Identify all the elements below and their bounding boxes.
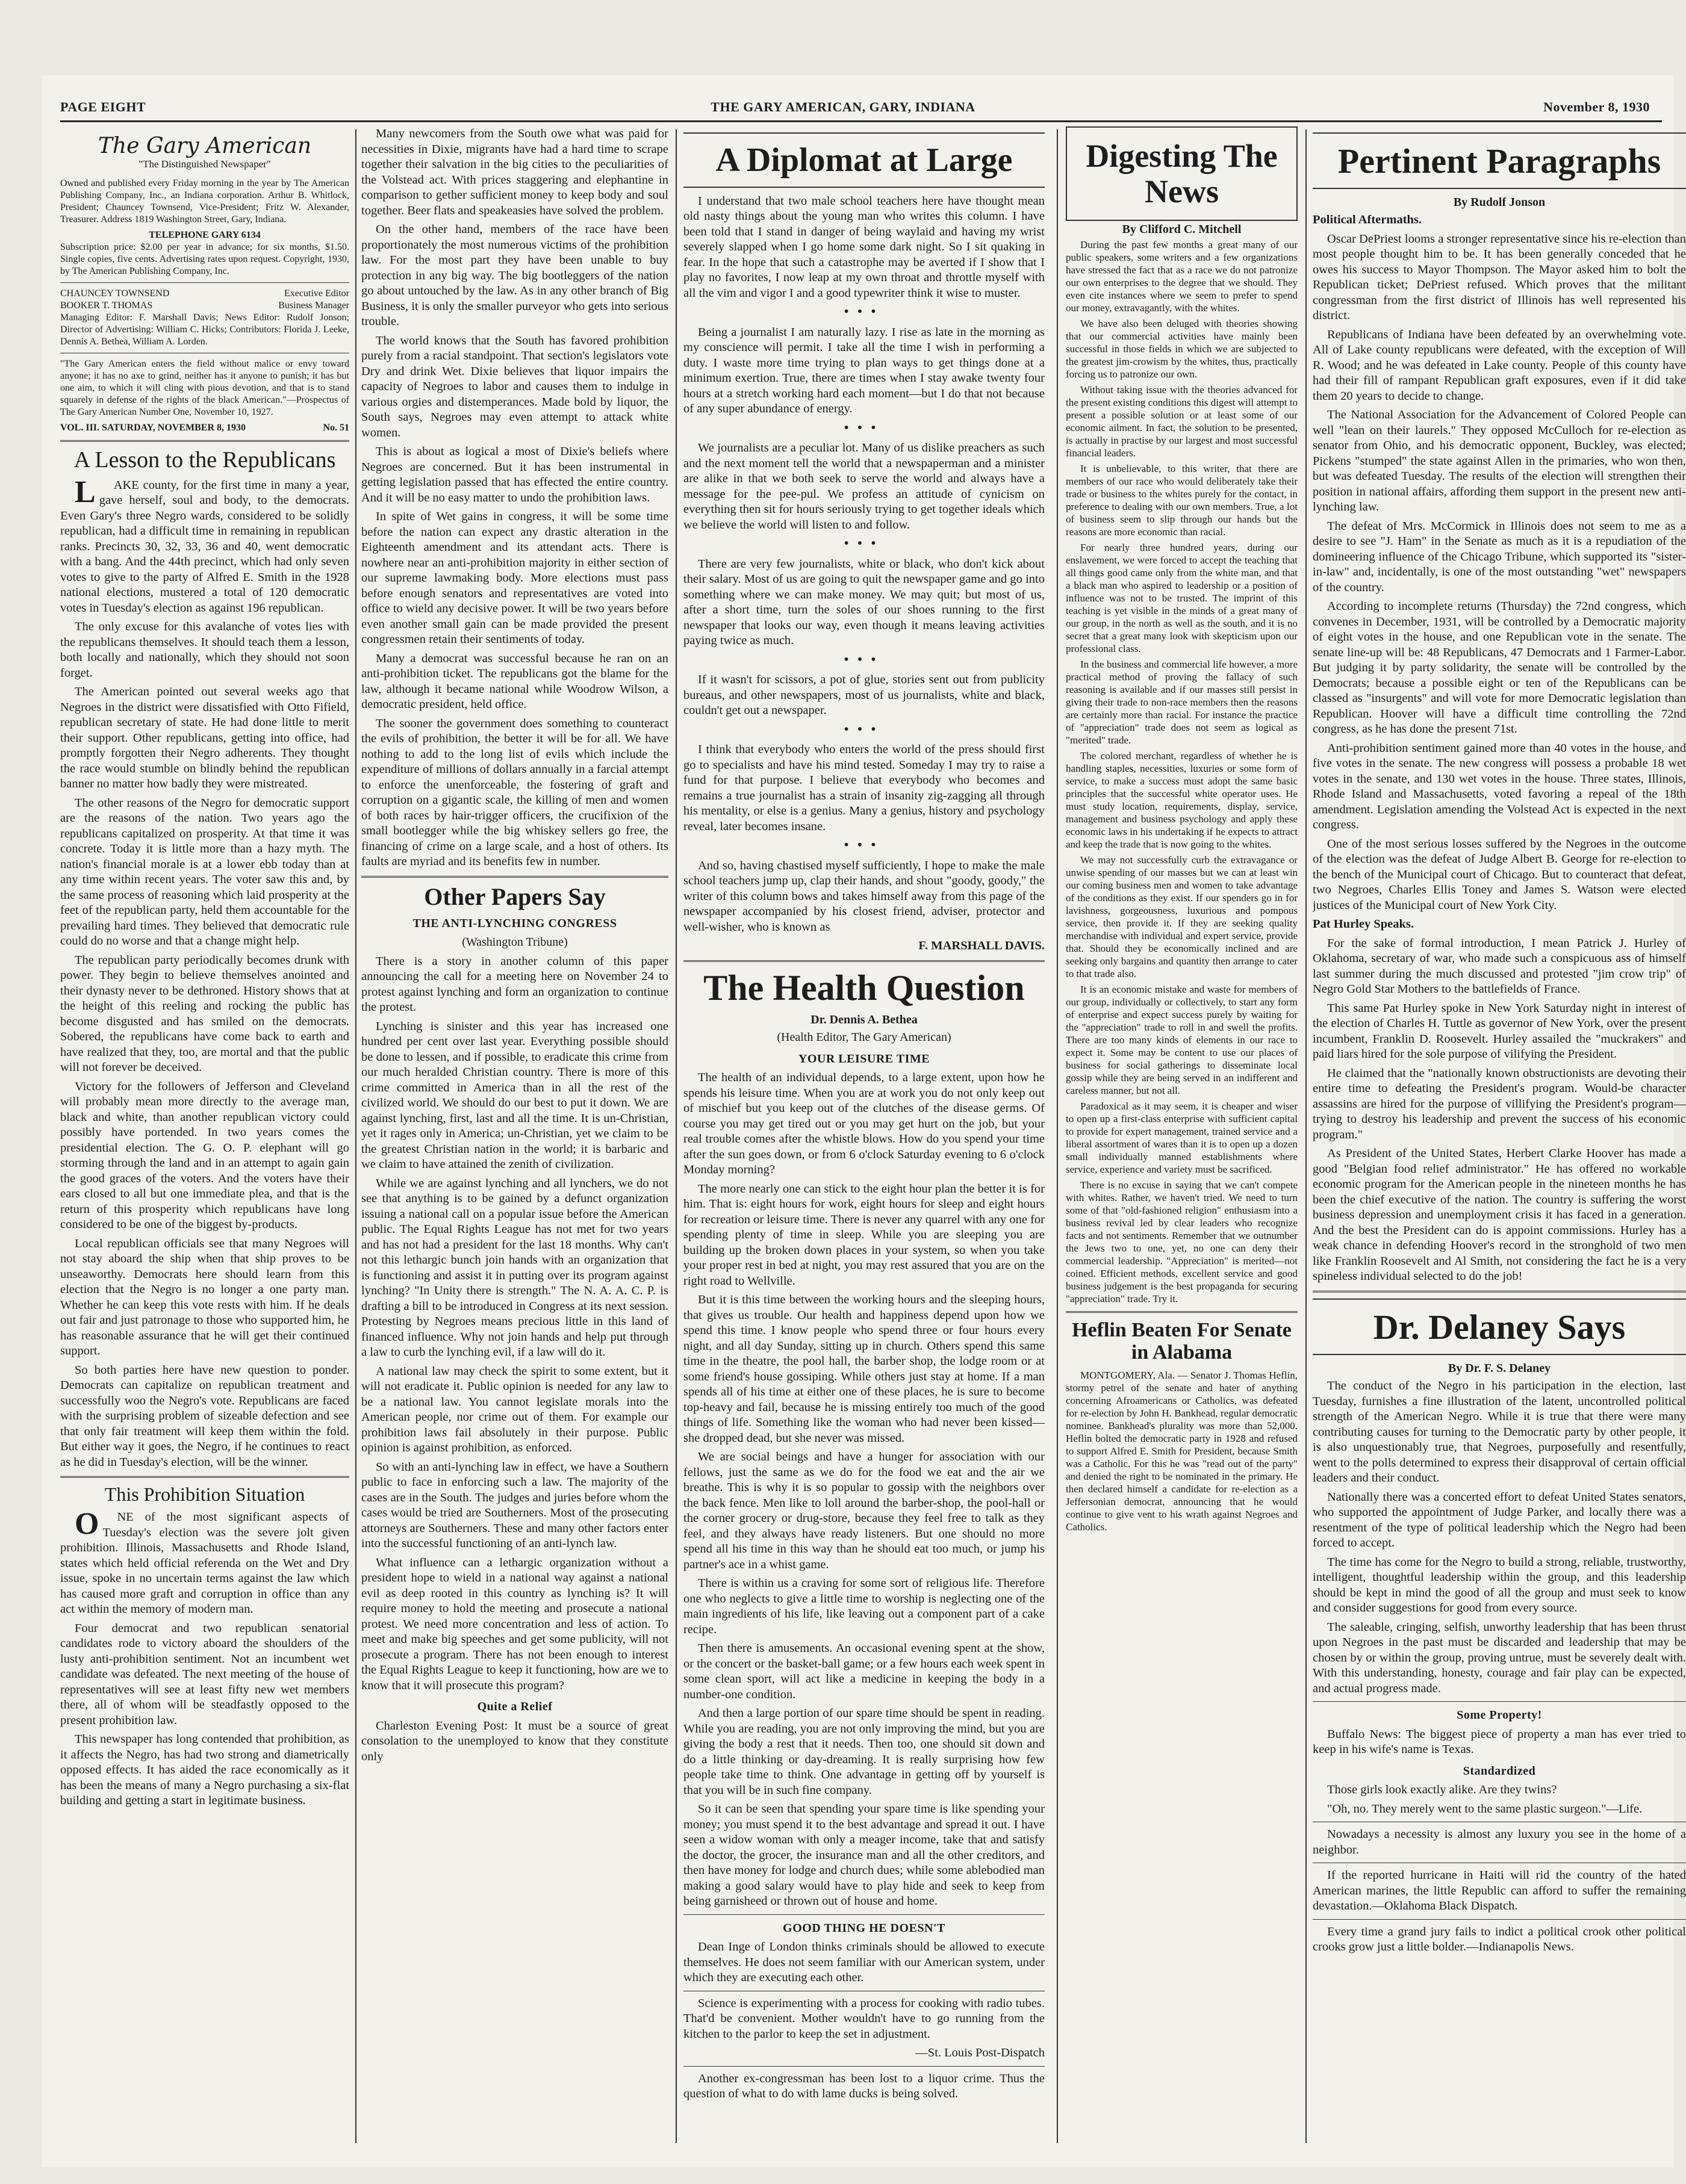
headline-digest: Digesting The News [1086,138,1278,210]
delaney-box [1313,1298,1686,1355]
header-rule [60,120,1662,122]
staff-row [60,300,349,312]
issue-number: No. 51 [323,423,349,433]
paragraph: A national law may check the spirit to some extent, but it will not eradicate it. Public opinion is needed for any law to be a national law. You cannot legislate morals into the American people, nor crime out of them. For example our prohibition laws fail absolutely in their purpose. Public opinion is against prohibition, as enforced. [361,1364,668,1454]
staff-role: Business Manager [278,300,349,311]
paragraph: In spite of Wet gains in congress, it will be some time before the nation can expect any drastic alteration in the Eighteenth amendment and its attendant acts. There is nowhere near an anti-prohibition majority in either section of our supreme lawmaking body. More elections must pass before enough senators and representatives are voted into office to wield any decisive power. It will be two years before even another small gain can be made provided the present congressmen retain their sentiments of today. [361,510,668,646]
paragraph: Many a democrat was successful because he ran on an anti-prohibition ticket. The republicans got the blame for the law, although it became national while Woodrow Wilson, a democratic president, held office. [361,651,668,711]
paragraph: Another ex-congressman has been lost to a liquor crime. Thus the question of what to do with lame ducks is being solved. [683,2071,1045,2101]
subscription-rates: Subscription price: $2.00 per year in advance; for six months, $1.50. Single copies, five cents. Advertising rates upon request. Copyright, 1930, by The American Publishing Company, Inc. [60,242,349,276]
paragraph: LAKE county, for the first time in many a year, gave herself, soul and body, to the democrats. Even Gary's three Negro wards, considered to be solidly republican, had a difficult time in remaining in republican ranks. Precincts 30, 32, 33, 36 and 40, went democratic with a bang. And the 44th precinct, which had only seven votes to give to the party of Alfred E. Smith in the 1928 national elections, mustered a total of 120 democratic votes in Tuesday's election as against 196 republican. [60,474,349,615]
paragraph: He claimed that the "nationally known obstructionists are devoting their entire time to defeating the President's program. Would-be character assassins are hired for the purpose of villifying the President's program—trying to destroy his leadership and prevent the success of his economic program." [1313,1066,1686,1141]
paragraph: The time has come for the Negro to build a strong, reliable, trustworthy, intelligent, thoughtful leadership within the group, and this leadership should be kept in mind the good of all the group and must seek to know and consider suggestions for good from every source. [1313,1555,1686,1615]
article-diplomat [683,194,1045,954]
separator-dots: ••• [844,837,885,854]
paragraph: We are social beings and have a hunger for association with our fellows, just the same as we do for the food we eat and the air we breathe. This is why it is so popular to gossip with the neighbors over the back fence. Men like to loll around the barber-shop, the pool-hall or the corner grocery or drug-store, because they feel free to talk as they feel, and they always have ready listeners. But one should no more spend all his time in this way than he should eat too much, or jump his partner's ace in a whist game. [683,1450,1045,1571]
divider [683,960,1045,962]
paragraph: According to incomplete returns (Thursday) the 72nd congress, which convenes in December, 1931, will be controlled by a Democratic majority of eight votes in the house, and one Republican vote in the senate. The senate line-up will be: 48 Republicans, 47 Democrats and 1 Farmer-Labor. But judging it by party solidarity, the senate will be controlled by the Democrats; because a possible eight or ten of the Republicans can be classed as "insurgents" and will vote for more Democratic legislation than Republican. Hoover will have a difficult time controlling the 72nd congress, as he has done the present 71st. [1313,600,1686,736]
byline: By Dr. F. S. Delaney [1448,1361,1551,1375]
subhead-leisure: YOUR LEISURE TIME [798,1052,930,1066]
paragraph: So with an anti-lynching law in effect, we have a Southern public to face in enforcing such a law. The majority of the cases are in the South. The judges and juries before whom the cases would be tried are Southerners. Most of the prosecuting attorneys are Southerners. These and many other factors enter into the successful functioning of an anti-lynch law. [361,1460,668,1550]
paragraph: ONE of the most significant aspects of Tuesday's election was the severe jolt given prohibition. Illinois, Massachusetts and Rhode Island, states which held official referenda on the Wet and Dry issue, spoke in no uncertain terms against the law which has caused more graft and corruption in office than any act within the memory of modern man. [60,1507,349,1616]
paragraph: Every time a grand jury fails to indict a political crook other political crooks grow just a little bolder.—Indianapolis News. [1313,1925,1686,1954]
paragraph: This same Pat Hurley spoke in New York Saturday night in interest of the election of Charles H. Tuttle as governor of New York, over the present incumbent, Franklin D. Roosevelt. Hurley assailed the "muckrakers" and paid liars hired for the sole purpose of vilifying the President. [1313,1001,1686,1061]
paragraph: In the business and commercial life however, a more practical method of proving the fallacy of such reasoning is available and if our masses still persist in giving their trade to non-race members then the reasons are certainly more than racial. For instance the practice of "appreciation" trade does not seem as logical as "merited" trade. [1066,658,1298,746]
paragraph: Dean Inge of London thinks criminals should be allowed to execute themselves. He does not seem familiar with our American system, under which they are executing each other. [683,1940,1045,1985]
article-prohibition [60,1507,349,1809]
staff-more: Managing Editor: F. Marshall Davis; News Editor: Rudolf Jonson; Director of Advertising: William C. Hicks; Contributors: Florida J. Leeke, Dennis A. Bethea, William A. Lorden. [60,312,349,347]
article-prohibition-continued [361,126,668,870]
subhead-good-thing: GOOD THING HE DOESN'T [783,1921,945,1935]
paragraph: MONTGOMERY, Ala. — Senator J. Thomas Heflin, stormy petrel of the senate and hater of anything concerning Afroamericans or Catholics, was defeated for re-election by John H. Bankhead, regular democratic nominee. Bankhead's plurality was more than 52,000. Heflin bolted the democratic party in 1928 and refused to support Alfred E. Smith for President, because Smith was a Catholic. For this he was "read out of the party" and denied the right to be nominated in the primary. He then declared himself a candidate for re-election as a Jeffersonian democrat, announcing that he would continue to give vent to his wrath against Negroes and Catholics. [1066,1369,1298,1533]
paragraph: The National Association for the Advancement of Colored People can well "lean on their laurels." They opposed McCulloch for re-election as senator from Ohio, and his democratic opponent, Buckley, was elected; Pickens "stumped" the state against Allen in the primaries, who won then, but was defeated Tuesday. The results of the election will strengthen their position in national affairs, affording them support in the present new anti-lynching law. [1313,408,1686,514]
paragraph: The republican party periodically becomes drunk with power. They begin to believe themselves anointed and their dynasty never to be dethroned. History shows that at the height of this reeling and rocking the public has become disgusted and has smiled on the democrats. Sobered, the republicans have come back to earth and have realized that they, too, are mortal and that the public will not forever be deceived. [60,953,349,1075]
source-credit: —St. Louis Post-Dispatch [915,2046,1045,2060]
headline-other-papers: Other Papers Say [424,883,606,910]
paragraph: On the other hand, members of the race have been proportionately the most numerous victims of the prohibition law. For the most part they have been unable to buy protection in any big way. The big bootleggers of the nation go about untouched by the law. As in any other branch of Big Business, it is only the smaller purveyor who gets into serious trouble. [361,223,668,328]
paragraph: Anti-prohibition sentiment gained more than 40 votes in the house, and five votes in the senate. The new congress will possess a probable 18 wet votes in the senate, and 130 wet votes in the house. Three states, Illinois, Rhode Island and Massachusetts, voted favoring a repeal of the 18th amendment. Legislation amending the Volstead Act is expected in the next congress. [1313,741,1686,832]
paragraph: Science is experimenting with a process for cooking with radio tubes. That'd be convenient. Mother wouldn't have to go running from the kitchen to the parlor to keep the set in adjustment. [683,1996,1045,2041]
paragraph: Oscar DePriest looms a stronger representative since his re-election than most people thought him to be. It has been generally conceded that he owes his success to Mayor Thompson. The Mayor asked him to bolt the Republican ticket; DePriest refused. Which proves that the militant congressman from the first district of Illinois has well represented his district. [1313,232,1686,323]
paragraph: The saleable, cringing, selfish, unworthy leadership that has been thrust upon Negroes in the past must be discarded and leadership that may be chosen by or within the group, proving untrue, must be severely dealt with. With this understanding, honesty, courage and fair play can be expected, and actual progress made. [1313,1620,1686,1695]
article-hurley [1313,936,1686,1285]
column-digest [1066,126,1298,2143]
paragraph: It is an economic mistake and waste for members of our group, individually or collectively, to start any form of enterprise and expect success purely by waiting for the "appreciation" trade to roll in and swell the profits. There are too many kinds of elements in our race to expect it. Some may be content to use our places of business for social gatherings to disseminate local gossip while they are being served in an indifferent and careless manner, but not all. [1066,983,1298,1096]
byline-role: (Health Editor, The Gary American) [777,1031,951,1044]
staff-row [60,288,349,300]
paragraph: I think that everybody who enters the world of the press should first go to specialists and have his mind tested. Someday I may try to raise a fund for that purpose. I believe that everybody who becomes and remains a true journalist has a strain of insanity zig-zagging all through his mentality, or else is a genius. Many a genius, history and psychology reveal, later becomes insane. [683,743,1045,833]
separator-dots: ••• [844,420,885,436]
divider [1313,1919,1686,1920]
headline-prohibition: This Prohibition Situation [104,1483,305,1506]
divider [683,1914,1045,1915]
section-heading: Pat Hurley Speaks. [1313,917,1414,931]
telephone: TELEPHONE GARY 6134 [149,230,261,240]
divider [60,282,349,283]
byline: By Rudolf Jonson [1453,195,1546,209]
publisher-info: Owned and published every Friday morning in the year by The American Publishing Company, Inc., an Indiana corporation. Arthur B. Whitlock, President; Chauncey Townsend, Vice-President; Fritz W. Alexander, Treasurer. Address 1819 Washington Street, Gary, Indiana. [60,178,349,225]
paragraph: During the past few months a great many of our public speakers, some writers and a few organizations have stressed the fact that as a race we do not patronize our own enterprises to the degree that we should. They even cite instances where we seem to prefer to spend our money, extravagantly, with the whites. [1066,238,1298,314]
paragraph: While we are against lynching and all lynchers, we do not see that anything is to be gained by a defunct organization issuing a national call on a popular issue before the American public. The Equal Rights League has not met for two years and has not had a president for the last 18 months. Why can't not this lethargic bunch join hands with an organization that is functioning and assist it in putting over its program against lynching? "In Unity there is strength." The N. A. A. C. P. is drafting a bill to be introduced in Congress at its next session. Protesting by Negroes means precious little in this land of financed influence. Why not join hands and help put through a law to curb the lynching evil, if a law will do it. [361,1176,668,1359]
staff-list [60,288,349,312]
column-two [361,126,668,2143]
paragraph: Buffalo News: The biggest piece of property a man has ever tried to keep in his wife's name is Texas. [1313,1727,1686,1757]
paragraph: Nowadays a necessity is almost any luxury you see in the home of a neighbor. [1313,1828,1686,1857]
headline-lesson: A Lesson to the Republicans [73,447,336,473]
separator-dots: ••• [844,536,885,552]
section-heading: Political Aftermaths. [1313,213,1422,227]
paragraph: The more nearly one can stick to the eight hour plan the better it is for him. That is: eight hours for work, eight hours for sleep and eight hours for recreation or leisure time. There is never any quarrel with any one for spending plenty of time in sleep. While you are sleeping you are building up the broken down places in your system, so when you take your proper rest in bed at night, you may rest assured that you are on the right road to Wellville. [683,1182,1045,1288]
paragraph: Paradoxical as it may seem, it is cheaper and wiser to open up a first-class enterprise with sufficient capital to provide for expert management, trained service and a liberal assortment of wares than it is to open up a dozen small individually manned establishments where service, experience and variety must be sacrificed. [1066,1100,1298,1175]
paragraph: We have also been deluged with theories showing that our commercial activities have mainly been successful in those fields in which we are subjected to the greatest jim-crowism by the whites, thus, practically forcing us to patronize our own. [1066,317,1298,380]
paragraph: The colored merchant, regardless of whether he is handling staples, necessities, luxuries or some form of service, to make a success must adopt the same basic principles that the successful white operator uses. He must study location, requirements, display, service, management and business psychology and apply these economic laws in his undertaking if he expects to attract and keep the trade that is now going to the whites. [1066,749,1298,850]
masthead-title: The Gary American [98,134,312,158]
paragraph: For nearly three hundred years, during our enslavement, we were forced to accept the teaching that all things good came only from the white man, and that a black man who aspired to leadership or a position of influence was not to be trusted. The imprint of this teaching is yet visible in the minds of a great many of our group, in the north as well as the south, and it is no secret that a great many look with skepticism upon our professional class. [1066,541,1298,654]
paragraph: It is unbelievable, to this writer, that there are members of our race who would deliberately take their trade or business to the whites purely for the contact, in preference to dealing with our own members. True, a lot of business seem to slip through our hands but the reasons are more economic than racial. [1066,462,1298,538]
source-credit: (Washington Tribune) [462,935,568,949]
divider [60,1476,349,1478]
paragraph: Charleston Evening Post: It must be a source of great consolation to the unemployed to know that they constitute only [361,1719,668,1763]
headline-diplomat: A Diplomat at Large [715,141,1013,179]
separator-dots: ••• [844,304,885,320]
pertinent-box [1313,132,1686,189]
divider [1313,1701,1686,1702]
headline-health: The Health Question [703,967,1025,1008]
byline: By Clifford C. Mitchell [1122,222,1242,236]
creed: "The Gary American enters the field without malice or envy toward anyone; it has no axe to grind, neither has it anyone to punish; it has but one aim, to which it will cling with pious devotion, and that is to stand squarely in defense of the rights of the black American."—Prospectus of The Gary American Number One, November 10, 1927. [60,359,349,417]
paragraph: The only excuse for this avalanche of votes lies with the republicans themselves. It should teach them a lesson, both locally and nationally, which they should not soon forget. [60,620,349,680]
paragraph: I understand that two male school teachers here have thought mean old nasty things about the young man who writes this column. I have been told that I stand in danger of being waylaid and having my wrist severely slapped when I go home some dark night. So I sit quaking in fear. In the hope that such a catastrophe may be averted if I show that I play no favorites, I now leap at my own throat and throttle myself with all the vim and vigor I and a good typewriter think it wise to muster. [683,194,1045,300]
paragraph: So it can be seen that spending your spare time is like spending your money; you must spend it to the best advantage and spread it out. I have seen a widow woman with only a meager income, take that and satisfy the doctor, the grocer, the insurance man and all the other creditors, and then have money for lodge and church dues; while some ablebodied man making a good salary would have to play hide and seek to keep from being garnisheed or thrown out of house and home. [683,1802,1045,1908]
column-editorial [60,126,349,2143]
masthead-block [60,178,349,434]
divider [683,2066,1045,2067]
paragraph: This is about as logical a most of Dixie's beliefs where Negroes are concerned. But it has been instrumental in getting legislation passed that has effected the entire country. And it will be no easy matter to undo the prohibition laws. [361,445,668,504]
paragraph: This newspaper has long contended that prohibition, as it affects the Negro, has had two strong and diametrically opposed effects. It has aided the race economically as it has been the means of many a Negro purchasing a six-flat building and getting a start in legitimate business. [60,1733,349,1808]
paragraph: Those girls look exactly alike. Are they twins? [1327,1783,1557,1797]
paragraph: The defeat of Mrs. McCormick in Illinois does not seem to me as a desire to see "J. Ham" in the Senate as much as it is a repudiation of the domineering influence of the Chicago Tribune, which supported its "sister-in-law" and, incidentally, is one of the most outstanding "wet" newspapers of the country. [1313,519,1686,594]
article-digest [1066,238,1298,1305]
article-lesson [60,474,349,1471]
paragraph: But it is this time between the working hours and the sleeping hours, that gives us trouble. Our health and happiness depend upon how we spend this time. I know people who spend three or four hours every night, and all day Sunday, sitting up in church. Others spend this same time in the theatre, the pool hall, the barber shop, the lodge room or at some friend's house gossiping. While others just stay at home. If a man spends all of his time at either one of these places, he is sure to become top-heavy and fail, because he is missing entirely too much of the good things of life. Something like the woman who had never been kissed—she dropped dead, but she never was missed. [683,1293,1045,1445]
paragraph: And so, having chastised myself sufficiently, I hope to make the male school teachers jump up, clap their hands, and shout "goody, goody," the writer of this column bows and takes himself away from this page of the newspaper accompanied by his closest friend, adviser, protector and well-wisher, who is known as [683,858,1045,934]
paragraph: There are very few journalists, white or black, who don't kick about their salary. Most of us are going to quit the newspaper game and go into something where we can make money. We may quit; but most of us, after a short time, turn the soles of our shoes running to the first newspaper that looks our way, even though it means leaving activities paying twice as much. [683,557,1045,648]
byline: Dr. Dennis A. Bethea [810,1013,918,1026]
paragraph: The world knows that the South has favored prohibition purely from a racial standpoint. That section's legislators vote Dry and drink Wet. Dixie believes that liquor impairs the capacity of Negroes to labor and causes them to indulge in various orgies and distemperances. Made bold by liquor, the South says, Negroes may even attempt to attack white women. [361,333,668,439]
headline-delaney: Dr. Delaney Says [1373,1307,1626,1347]
paragraph: For the sake of formal introduction, I mean Patrick J. Hurley of Oklahoma, secretary of war, who made such a conspicuous ass of himself last summer during the much discussed and protested "jim crow trip" of Negro Gold Star Mothers to the battlefields of France. [1313,936,1686,996]
paragraph: Many newcomers from the South owe what was paid for necessities in Dixie, migrants have had a hard time to scrape together their salvation in the big cities to the peculiarities of the Volstead act. With prices staggering and elephantine in comparison to gether sufficient money to keep body and soul together. Beer flats and speakeasies have solved the problem. [361,127,668,217]
issue-date: November 8, 1930 [1543,99,1650,114]
divider [60,440,349,442]
staff-role: Executive Editor [284,288,349,299]
separator-dots: ••• [844,651,885,668]
paragraph: One of the most serious losses suffered by the Negroes in the outcome of the election was the defeat of Judge Albert B. George for re-election to the bench of the Municipal court of Chicago. But to counteract that defeat, two Negroes, Charles Ellis Toney and James S. Watson were elected justices of the Municipal court of New York City. [1313,837,1686,912]
article-anti-lynching [361,954,668,1694]
paragraph: There is within us a craving for some sort of religious life. Therefore one who neglects to give a little time to worship is neglecting one of the main ingredients of his life, like leaving out a component part of a cake recipe. [683,1577,1045,1636]
headline-heflin: Heflin Beaten For Senate in Alabama [1072,1318,1292,1364]
volume-line [60,422,349,434]
paragraph: Then there is amusements. An occasional evening spent at the show, or the concert or the basket-ball game; or a few hours each week spent in some clean sport, will act like a medicine in keeping the body in a number-one condition. [683,1642,1045,1701]
diplomat-box [683,132,1045,188]
paragraph: Local republican officials see that many Negroes will not stay aboard the ship when that ship proves to be unseaworthy. Democrats here should learn from this election that the Negro is no longer a one party man. Whether he can keep this vote rests with him. If he deals out fair and just patronage to those who supported him, he has reasonable assurance that he will get their continued support. [60,1236,349,1358]
paper-name: THE GARY AMERICAN, GARY, INDIANA [711,99,975,114]
signature: F. MARSHALL DAVIS. [918,939,1045,953]
paragraph: There is a story in another column of this paper announcing the call for a meeting here on November 24 to protest against lynching and form an organization to continue the protest. [361,954,668,1014]
volume: VOL. III. SATURDAY, NOVEMBER 8, 1930 [60,423,246,433]
subhead-anti-lynching: THE ANTI-LYNCHING CONGRESS [412,916,617,930]
paragraph: Being a journalist I am naturally lazy. I rise as late in the morning as my conscience will permit. I take all the time I wish in performing a duty. I waste more time trying to plan ways to get things done at a minimum exertion. True, there are times when I stay awake twenty four hours at a stretch working hard each moment—but I do that not because of any super abundance of energy. [683,325,1045,416]
digest-box [1066,126,1298,221]
paragraph: The sooner the government does something to counteract the evils of prohibition, the better it will be for all. We have nothing to add to the long list of evils which include the expenditure of millions of dollars annually in a farcial attempt to enforce the unenforceable, the fostering of graft and corruption on a gigantic scale, the killing of men and women of both races by hair-trigger officers, the crucifixion of the small bootlegger while the big whiskey sellers go free, the financing of crime on a large scale, and a host of others. Its faults are myriad and its benefits few in number. [361,716,668,868]
divider [1066,1311,1298,1313]
paragraph: "Oh, no. They merely went to the same plastic surgeon."—Life. [1327,1802,1643,1816]
headline-pertinent: Pertinent Paragraphs [1337,141,1661,181]
paragraph: Nationally there was a concerted effort to defeat United States senators, who supported the appointment of Judge Parker, and locally there was a resentment of the type of political leadership which the Negro had been forced to accept. [1313,1490,1686,1550]
page-number: PAGE EIGHT [60,99,146,114]
paragraph: And then a large portion of our spare time should be spent in reading. While you are reading, you are not only improving the mind, but you are giving the body a rest that it needs. Then too, one should sit down and do a little thinking or day-dreaming. It is really surprising how few people take time to think. One advantage in getting off by yourself is that you will be in such fine company. [683,1707,1045,1797]
paragraph: The health of an individual depends, to a large extent, upon how he spends his leisure time. When you are at work you do not only keep out of mischief but you keep out of the clutches of the disease germs. Of course you may get tired out or you may get hurt on the job, but your real trouble comes after the whistle blows. How do you spend your time after the sun goes down, or from 6 o'clock Saturday evening to 6 o'clock Monday morning? [683,1071,1045,1177]
paragraph: If the reported hurricane in Haiti will rid the country of the hated American marines, the little Republic can afford to suffer the remaining devastation.—Oklahoma Black Dispatch. [1313,1869,1686,1913]
paragraph: We may not successfully curb the extravagance or unwise spending of our masses but we can at least win our coming business men and women to take advantage of the conditions as they exist. If our spenders go in for lavishness, gorgeousness, luxurious and pompous service, then provide it. If they are seeking quality merchandise with individual and expert service, provide that. Should they be economically inclined and are seeking only bargains and quantity then arrange to cater to that trade also. [1066,854,1298,979]
column-center [683,126,1045,2143]
staff-name: BOOKER T. THOMAS [60,300,153,311]
column-rule [1305,129,1307,2143]
paragraph: We journalists are a peculiar lot. Many of us dislike preachers as such and the next moment tell the world that a newspaperman and a minister are alike in that we both seek to serve the world and always have a message for the pee-pul. We profess an attitude of cynicism on everything then sit for hours seriously trying to get together ideals which we believe the world will listen to and follow. [683,441,1045,532]
column-rule [1057,129,1058,2143]
paragraph: Victory for the followers of Jefferson and Cleveland will probably mean more directly to the average man, black and white, than another republican victory could possibly have portended. In two years comes the presidential election. The G. O. P. elephant will go storming through the land and in an attempt to again gain the good graces of the voters. And the voters have their ears closed to all but one immediate plea, and that is the return of this prosperity which republicans have long considered to be one of the biggest by-products. [60,1079,349,1232]
paragraph: What influence can a lethargic organization without a president hope to wield in a national way against a national evil as deep rooted in this country as lynching is? It will require money to hold the meeting and prosecute a national protest. We need more concentration and less of action. To meet and make big speeches and get some publicity, will not prosecute a program. There has not been enough to interest the Equal Rights League to keep it functioning, how are we to know that it will prosecute this program? [361,1556,668,1692]
masthead-tagline: "The Distinguished Newspaper" [138,158,271,170]
paragraph: Lynching is sinister and this year has increased one hundred per cent over last year. Everything possible should be done to lessen, and if possible, to eradicate this crime from our much heralded Christian country. There is more of this crime committed in America than in all the rest of the civilized world. We should do our best to put it down. We are against lynching, first, last and all the time. It is un-Christian, yet it rages only in America; un-Christian, yet we claim to be the greatest Christian nation in the world; it is barbaric and we claim to have attained the zenith of civilization. [361,1019,668,1171]
article-pertinent [1313,232,1686,914]
column-rule [676,129,677,2143]
column-pertinent [1313,126,1686,2143]
paragraph: If it wasn't for scissors, a pot of glue, stories sent out from publicity bureaus, and other newspapers, most of us journalists, white and black, couldn't get out a newspaper. [683,673,1045,718]
paragraph: Republicans of Indiana have been defeated by an overwhelming vote. All of Lake county republicans were defeated, with the exception of Will R. Wood; and he was defeated in Lake county. People of this county have had their fill of rampant Republican graft exposures, even if it did take them 20 years to decide to change. [1313,327,1686,403]
divider [1313,1291,1686,1292]
paragraph: As President of the United States, Herbert Clarke Hoover has made a good "Belgian food relief administrator." He has offered no workable economic program for the American people in the nineteen months he has been the chief executive of the nation. The country is suffering the worst business depression and unemployment crisis it has faced in a generation. And the best the President can do is appoint commissions. Hurley has a weak chance in defending Hoover's record in the stronghold of two men like Franklin Roosevelt and Al Smith, not considering the fact he is a very spineless individual selected to do the job! [1313,1147,1686,1283]
divider [361,876,668,878]
column-rule [355,129,356,2143]
subhead-relief: Quite a Relief [477,1700,553,1713]
article-health [683,1070,1045,1909]
paragraph: There is no excuse in saying that we can't compete with whites. Rather, we haven't tried. We need to turn some of that "old-fashioned religion" enthusiasm into a business revival led by clear leaders who recognize facts and not sentiments. Remember that we outnumber the Jews two to one, yet, no one can deny their commercial leadership. "Appreciation" is merited—not coined. Efficient methods, excellent service and good business judgement is the best propaganda for securing "appreciation" trade. Try it. [1066,1179,1298,1305]
paragraph: Without taking issue with the theories advanced for the present existing conditions this digest will attempt to present a possible solution or at least some of our economic ailment. In fact, the solution to be presented, is actually in practise by our largest and most successful financial leaders. [1066,383,1298,459]
article-delaney [1313,1379,1686,1696]
subhead-property: Some Property! [1457,1708,1542,1722]
staff-name: CHAUNCEY TOWNSEND [60,288,170,299]
separator-dots: ••• [844,721,885,737]
paragraph: Four democrat and two republican senatorial candidates rode to victory aboard the shoulders of the lusty anti-prohibition sentiment. Not an incumbent wet candidate was defeated. The next meeting of the house of representatives will see at least fifty new wet members there, all of whom will be steadfastly opposed to the present prohibition law. [60,1621,349,1727]
paragraph: The other reasons of the Negro for democratic support are the reasons of the nation. Two years ago the republicans capitalized on prosperity. At that time it was concrete. Today it is little more than a hazy myth. The nation's financial morale is at a lower ebb today than at any time within recent years. The voter saw this and, by the same process of reasoning which laid prosperity at the feet of the republican party, held them accountable for the prevailing hard times. They believed that democratic rule could do no worse and that a change might help. [60,796,349,948]
paragraph: The conduct of the Negro in his participation in the election, last Tuesday, furnishes a fine illustration of the latent, uncontrolled political strength of the American Negro. While it is true that there were many contributing causes for turning to the Democratic party by other people, it is also unquestionably true, that Negroes, purposefully and resentfully, went to the polls determined to express their disapproval of certain official leaders and their conduct. [1313,1379,1686,1485]
paragraph: The American pointed out several weeks ago that Negroes in the district were dissatisfied with Otto Fifield, republican secretary of state. He had done little to merit their support. Other republicans, getting into office, had promptly forgotten their Negro adherents. They thought the race would stumble on blindly behind the republican banner no matter how badly they were mistreated. [60,685,349,791]
paragraph: So both parties here have new question to ponder. Democrats can capitalize on republican treatment and successfully woo the Negro's vote. Republicans are faced with the surprising problem of sizeable defection and see that only fair treatment will keep them within the fold. But either way it goes, the Negro, if he continues to react as he did in Tuesday's election, will be the winner. [60,1363,349,1469]
subhead-standardized: Standardized [1463,1764,1536,1778]
